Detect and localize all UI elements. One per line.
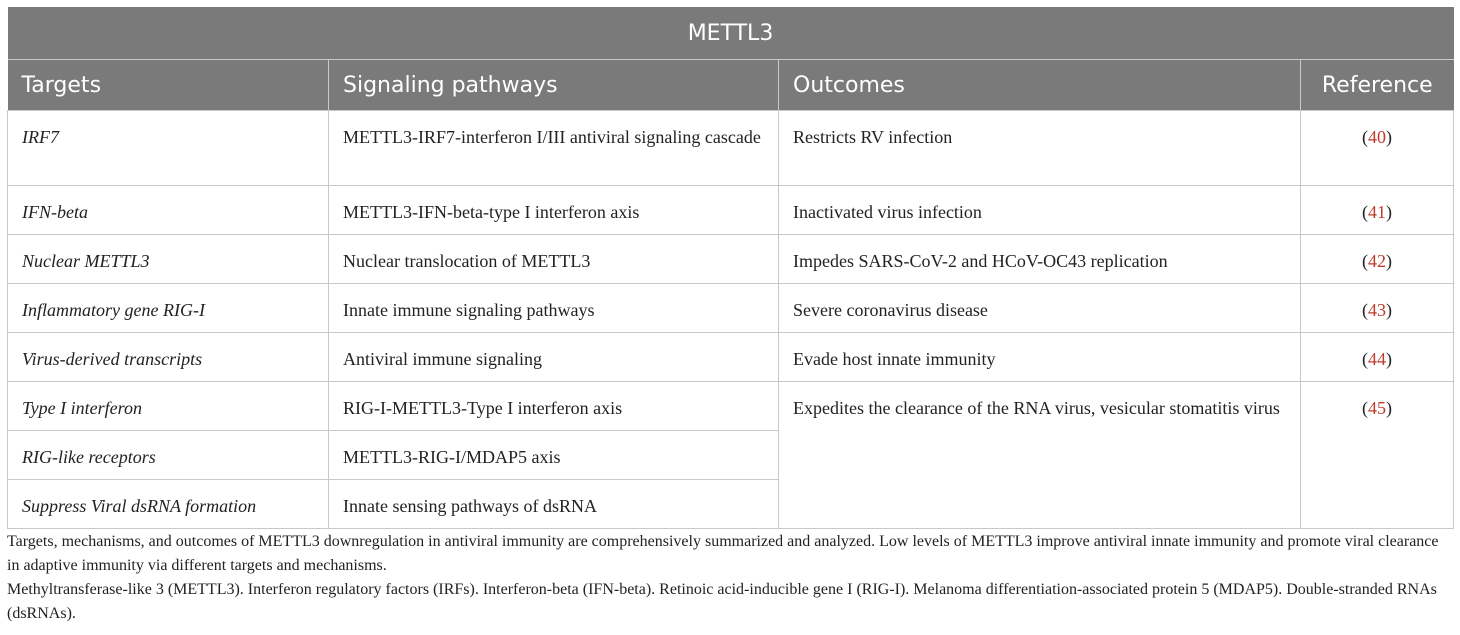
outcome-cell: Severe coronavirus disease [779,284,1301,333]
reference-cell [1301,186,1454,235]
table-row [8,111,1454,186]
target-cell: Suppress Viral dsRNA formation [8,480,329,529]
reference-link[interactable]: 43 [1368,300,1386,320]
header-outcomes: Outcomes [779,60,1301,111]
table-row [8,235,1454,284]
ref-close: ) [1386,398,1392,418]
target-cell: RIG-like receptors [8,431,329,480]
header-signaling-pathways: Signaling pathways [329,60,779,111]
outcome-cell: Evade host innate immunity [779,333,1301,382]
target-cell: IFN-beta [8,186,329,235]
ref-open: ( [1362,202,1368,222]
outcome-cell: Inactivated virus infection [779,186,1301,235]
pathway-cell: Antiviral immune signaling [329,333,779,382]
pathway-cell: RIG-I-METTL3-Type I interferon axis [329,382,779,431]
ref-close: ) [1386,251,1392,271]
caption-abbreviations: Methyltransferase-like 3 (METTL3). Interferon regulatory factors (IRFs). Interferon-beta (IFN-beta). Retinoic acid-inducible gene I (RIG-I). Melanoma differentiation-associated protein 5 (MDAP5). Double-stranded RNAs (dsRNAs). [7,581,1437,622]
reference-cell [1301,111,1454,186]
target-cell: Inflammatory gene RIG-I [8,284,329,333]
pathway-cell: Innate immune signaling pathways [329,284,779,333]
table-container [7,7,1453,529]
table-title: METTL3 [8,7,1454,60]
header-reference: Reference [1301,60,1454,111]
pathway-cell: METTL3-RIG-I/MDAP5 axis [329,431,779,480]
caption-summary: Targets, mechanisms, and outcomes of METTL3 downregulation in antiviral immunity are comprehensively summarized and analyzed. Low levels of METTL3 improve antiviral innate immunity and promote viral clearance in adaptive immunity via different targets and mechanisms. [7,533,1439,574]
table-caption [7,530,1453,626]
ref-close: ) [1386,349,1392,369]
reference-link[interactable]: 40 [1368,127,1386,147]
ref-open: ( [1362,251,1368,271]
reference-link[interactable]: 42 [1368,251,1386,271]
pathway-cell: METTL3-IRF7-interferon I/III antiviral signaling cascade [329,111,779,186]
table-row [8,186,1454,235]
outcome-cell: Expedites the clearance of the RNA virus, vesicular stomatitis virus [779,382,1301,529]
outcome-cell: Impedes SARS-CoV-2 and HCoV-OC43 replication [779,235,1301,284]
mettl3-table [7,7,1454,529]
ref-open: ( [1362,398,1368,418]
pathway-cell: Nuclear translocation of METTL3 [329,235,779,284]
table-row [8,333,1454,382]
pathway-cell: METTL3-IFN-beta-type I interferon axis [329,186,779,235]
ref-close: ) [1386,127,1392,147]
target-cell: Virus-derived transcripts [8,333,329,382]
ref-close: ) [1386,202,1392,222]
reference-link[interactable]: 45 [1368,398,1386,418]
target-cell: Type I interferon [8,382,329,431]
ref-open: ( [1362,127,1368,147]
reference-link[interactable]: 44 [1368,349,1386,369]
header-targets: Targets [8,60,329,111]
pathway-cell: Innate sensing pathways of dsRNA [329,480,779,529]
target-cell: Nuclear METTL3 [8,235,329,284]
reference-link[interactable]: 41 [1368,202,1386,222]
table-row [8,382,1454,431]
reference-cell [1301,333,1454,382]
reference-cell [1301,382,1454,529]
ref-open: ( [1362,300,1368,320]
ref-close: ) [1386,300,1392,320]
reference-cell [1301,284,1454,333]
outcome-cell: Restricts RV infection [779,111,1301,186]
ref-open: ( [1362,349,1368,369]
target-cell: IRF7 [8,111,329,186]
table-row [8,284,1454,333]
reference-cell [1301,235,1454,284]
